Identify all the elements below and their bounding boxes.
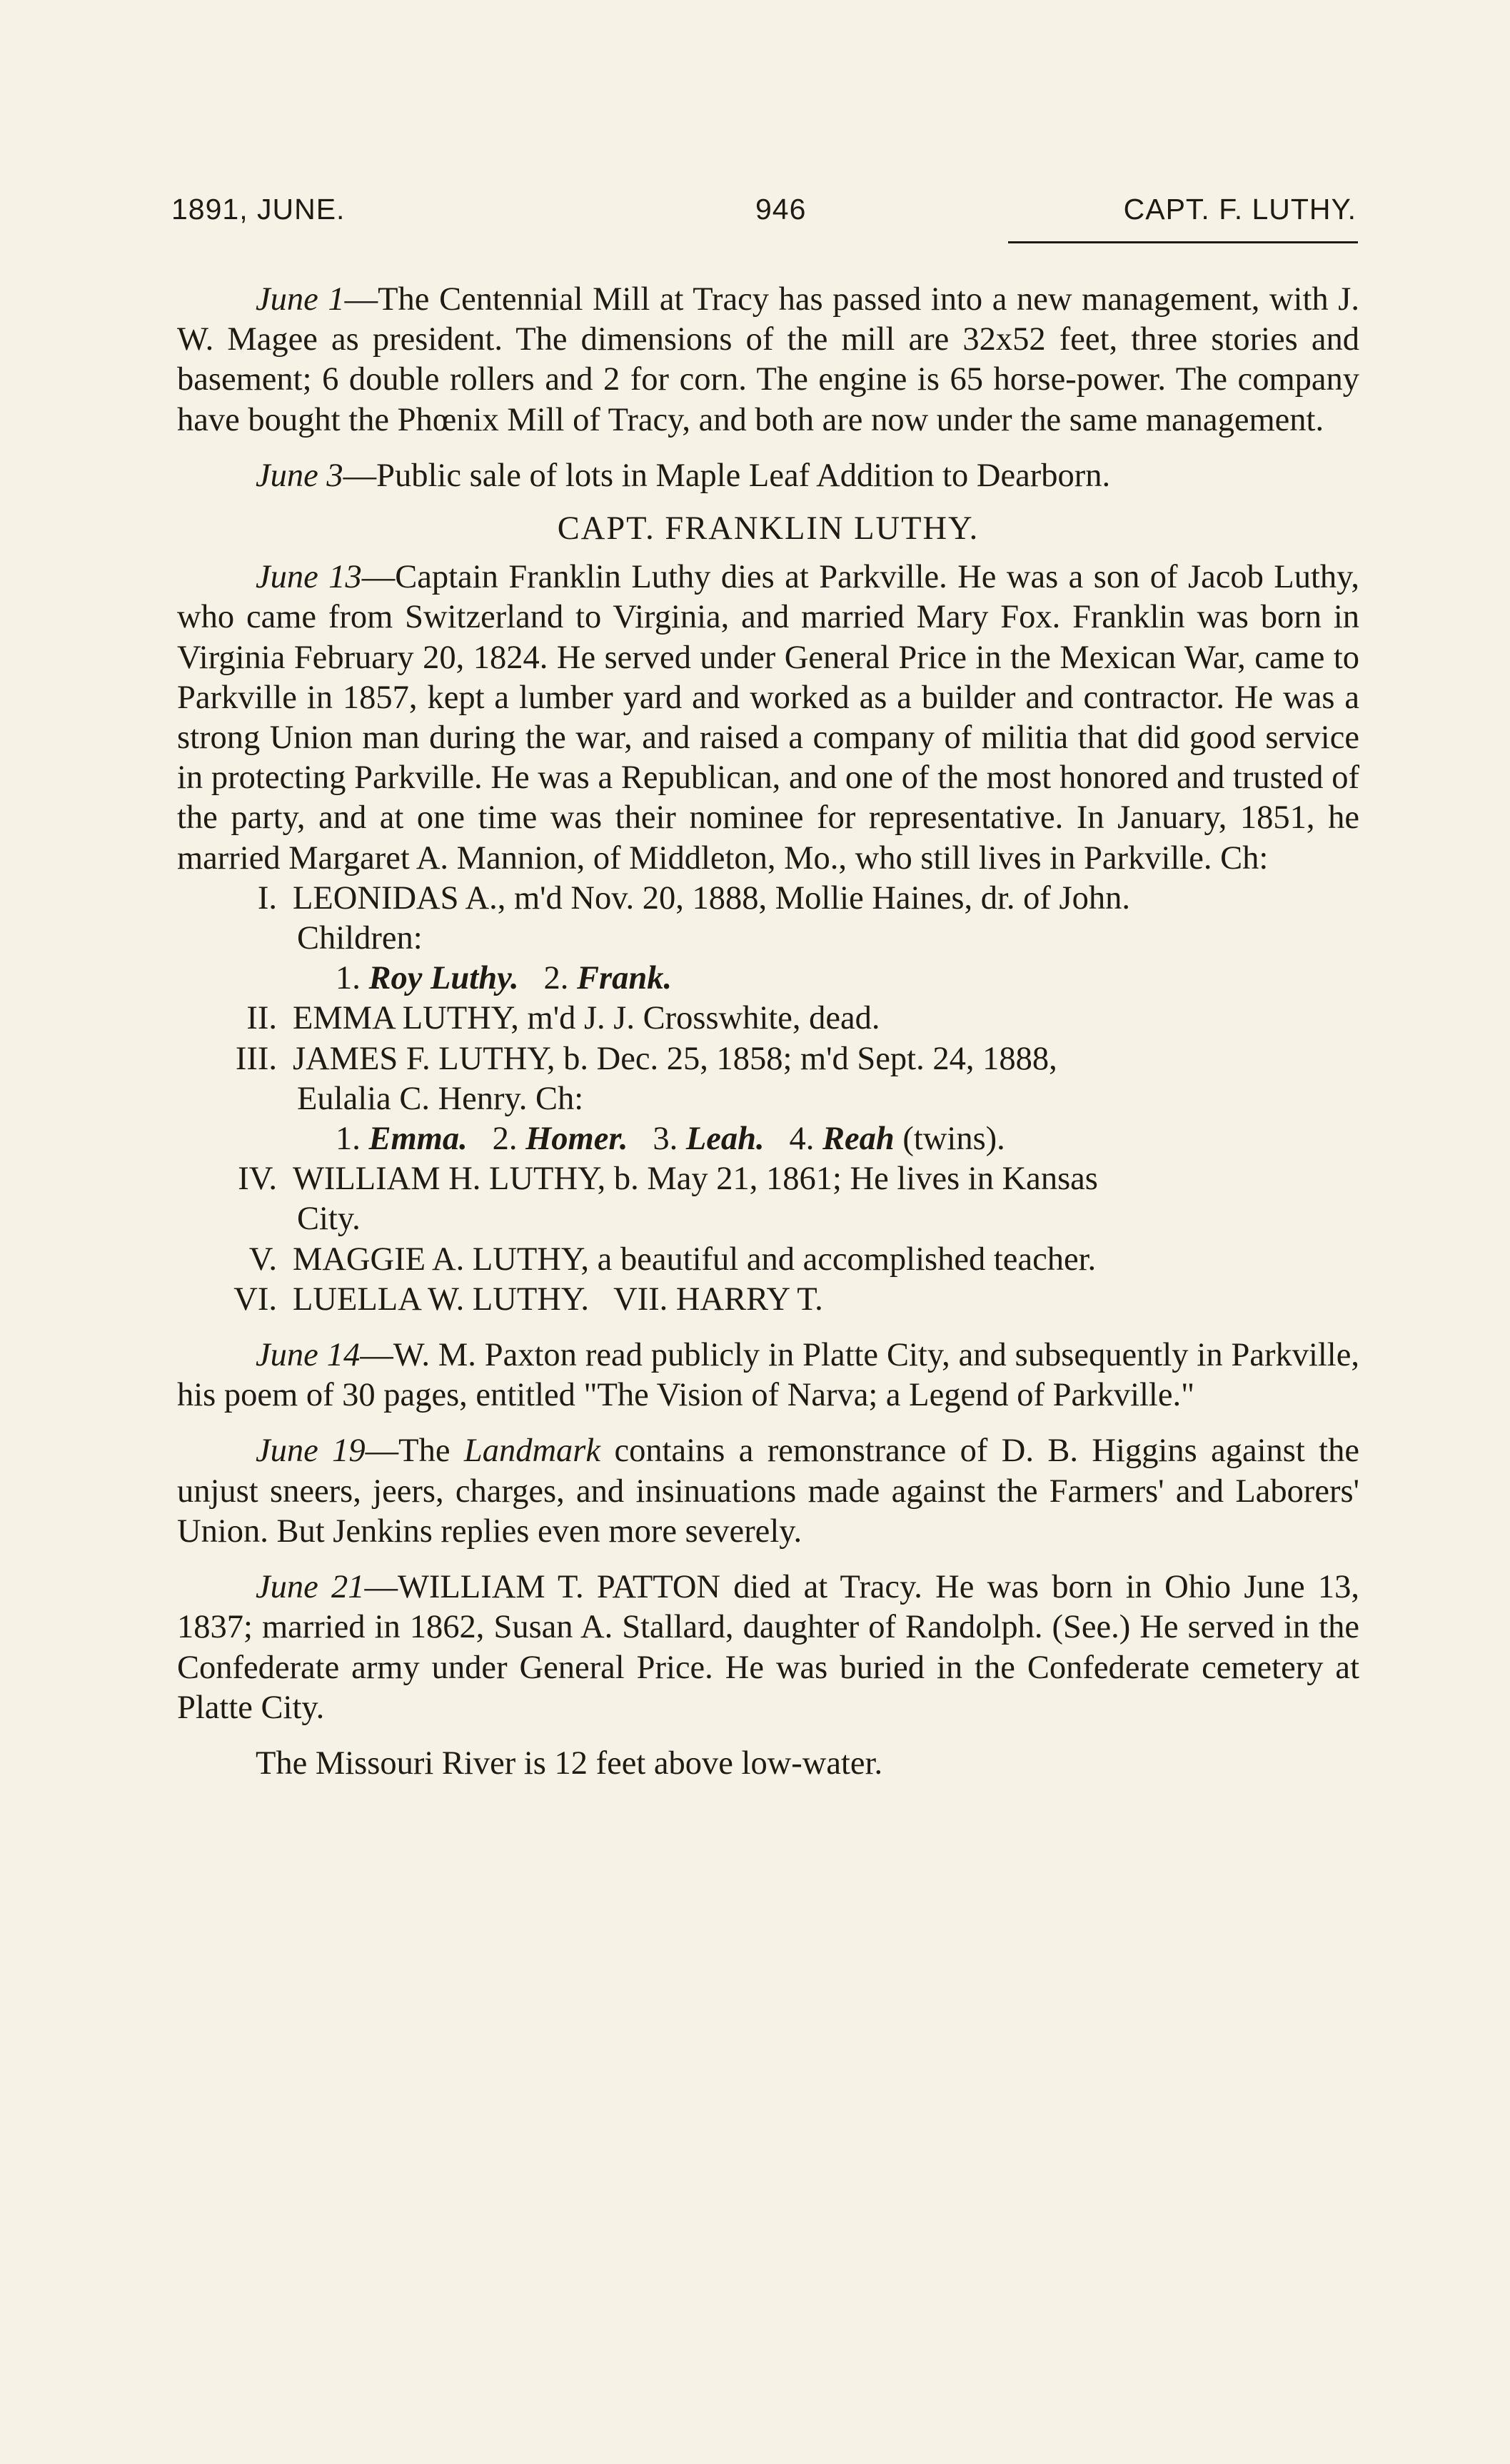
entry-june-14: [177, 1335, 1359, 1415]
grandchild-number: 3.: [653, 1121, 678, 1158]
grandchildren-list: [177, 1119, 1359, 1159]
child-text: HARRY T.: [675, 1281, 823, 1318]
child-number: I.: [257, 879, 277, 917]
child-number: III.: [235, 1040, 277, 1077]
child-entry: [177, 1159, 1359, 1199]
grandchild-number: 1.: [336, 1121, 361, 1158]
child-number: IV.: [238, 1161, 277, 1198]
entry-text: —Captain Franklin Luthy dies at Parkville. He was a son of Jacob Luthy, who came from Switzerland to Virginia, and married Mary Fox. Franklin was born in Virginia February 20, 1824. He served under General Price in the Mexican War, came to Parkville in 1857, kept a lumber yard and worked as a builder and contractor. He was a strong Union man during the war, and raised a company of militia that did good service in protecting Parkville. He was a Republican, and one of the most honored and trusted of the party, and at one time was their nominee for representative. In January, 1851, he married Margaret A. Mannion, of Middleton, Mo., who still lives in Parkville. Ch:: [177, 559, 1359, 877]
child-number: VI.: [233, 1281, 277, 1318]
entry-june-1: [177, 280, 1359, 440]
entry-text: contains a remonstrance of D. B. Higgins against the unjust sneers, jeers, charges, and insinuations made against the Farmers' and Laborers' Union. But Jenkins replies even more severely.: [177, 1433, 1359, 1550]
grandchild-note: (twins).: [902, 1121, 1005, 1158]
child-continuation: Children:: [297, 920, 423, 957]
children-list: [177, 879, 1359, 1320]
grandchild-name: Emma.: [368, 1121, 468, 1158]
entry-text: The Missouri River is 12 feet above low-water.: [256, 1745, 883, 1782]
entry-date: June 21: [256, 1569, 365, 1606]
header-title: CAPT. F. LUTHY.: [1123, 193, 1357, 226]
entry-text: —WILLIAM T. PATTON died at Tracy. He was born in Ohio June 13, 1837; married in 1862, Susan A. Stallard, daughter of Randolph. (See.) He served in the Confederate army under General Price. He was buried in the Confederate cemetery at Platte City.: [177, 1569, 1359, 1726]
child-continuation: City.: [297, 1201, 361, 1238]
grandchild-name: Reah: [822, 1121, 895, 1158]
entry-text: —Public sale of lots in Maple Leaf Addition to Dearborn.: [343, 457, 1111, 494]
child-entry: [177, 1280, 1359, 1320]
entry-text: —The Centennial Mill at Tracy has passed into a new management, with J. W. Magee as president. The dimensions of the mill are 32x52 feet, three stories and basement; 6 double rollers and 2 for corn. The engine is 65 horse-power. The company have bought the Phœnix Mill of Tracy, and both are now under the same management.: [177, 281, 1359, 438]
grandchild-name: Homer.: [525, 1121, 628, 1158]
section-heading: CAPT. FRANKLIN LUTHY.: [557, 510, 980, 547]
grandchild-number: 2.: [543, 960, 569, 997]
entry-text: —W. M. Paxton read publicly in Platte City, and subsequently in Parkville, his poem of 30 pages, entitled "The Vision of Narva; a Legend of Parkville.": [177, 1337, 1359, 1414]
page-body: [177, 280, 1359, 1784]
child-entry: [177, 999, 1359, 1039]
grandchild-number: 4.: [789, 1121, 815, 1158]
header-date: 1891, JUNE.: [171, 193, 346, 226]
entry-date: June 13: [256, 559, 362, 596]
entry-river-level: [177, 1744, 1359, 1784]
entry-date: June 19: [256, 1433, 366, 1470]
newspaper-title: Landmark: [463, 1433, 601, 1470]
child-entry: [177, 879, 1359, 919]
child-entry: [177, 1039, 1359, 1079]
grandchild-number: 2.: [492, 1121, 518, 1158]
child-entry: [177, 1240, 1359, 1280]
page-number: 946: [755, 193, 807, 226]
entry-june-13: [177, 557, 1359, 879]
grandchildren-list: [177, 959, 1359, 999]
entry-date: June 3: [256, 457, 343, 494]
child-continuation: Eulalia C. Henry. Ch:: [297, 1080, 584, 1117]
grandchild-name: Frank.: [577, 960, 673, 997]
entry-june-19: [177, 1431, 1359, 1552]
entry-date: June 1: [256, 281, 345, 318]
child-text-pair: [293, 1280, 1359, 1320]
entry-june-3: [177, 456, 1359, 496]
child-text: LEONIDAS A., m'd Nov. 20, 1888, Mollie Haines, dr. of John.: [293, 879, 1130, 917]
child-number: VII.: [613, 1281, 668, 1318]
child-number: II.: [246, 1000, 277, 1037]
child-text: EMMA LUTHY, m'd J. J. Crosswhite, dead.: [293, 1000, 880, 1037]
header-rule: [1008, 241, 1358, 243]
grandchild-name: Roy Luthy.: [368, 960, 519, 997]
entry-june-21: [177, 1567, 1359, 1728]
grandchild-number: 1.: [336, 960, 361, 997]
child-text: MAGGIE A. LUTHY, a beautiful and accomplished teacher.: [293, 1241, 1097, 1278]
child-text: WILLIAM H. LUTHY, b. May 21, 1861; He lives in Kansas: [293, 1161, 1098, 1198]
child-text: JAMES F. LUTHY, b. Dec. 25, 1858; m'd Sept. 24, 1888,: [293, 1040, 1057, 1077]
child-text: LUELLA W. LUTHY.: [293, 1281, 590, 1318]
running-header: [171, 193, 1357, 236]
entry-date: June 14: [256, 1337, 361, 1374]
child-number: V.: [248, 1241, 277, 1278]
entry-text: —The: [365, 1433, 464, 1470]
grandchild-name: Leah.: [685, 1121, 765, 1158]
